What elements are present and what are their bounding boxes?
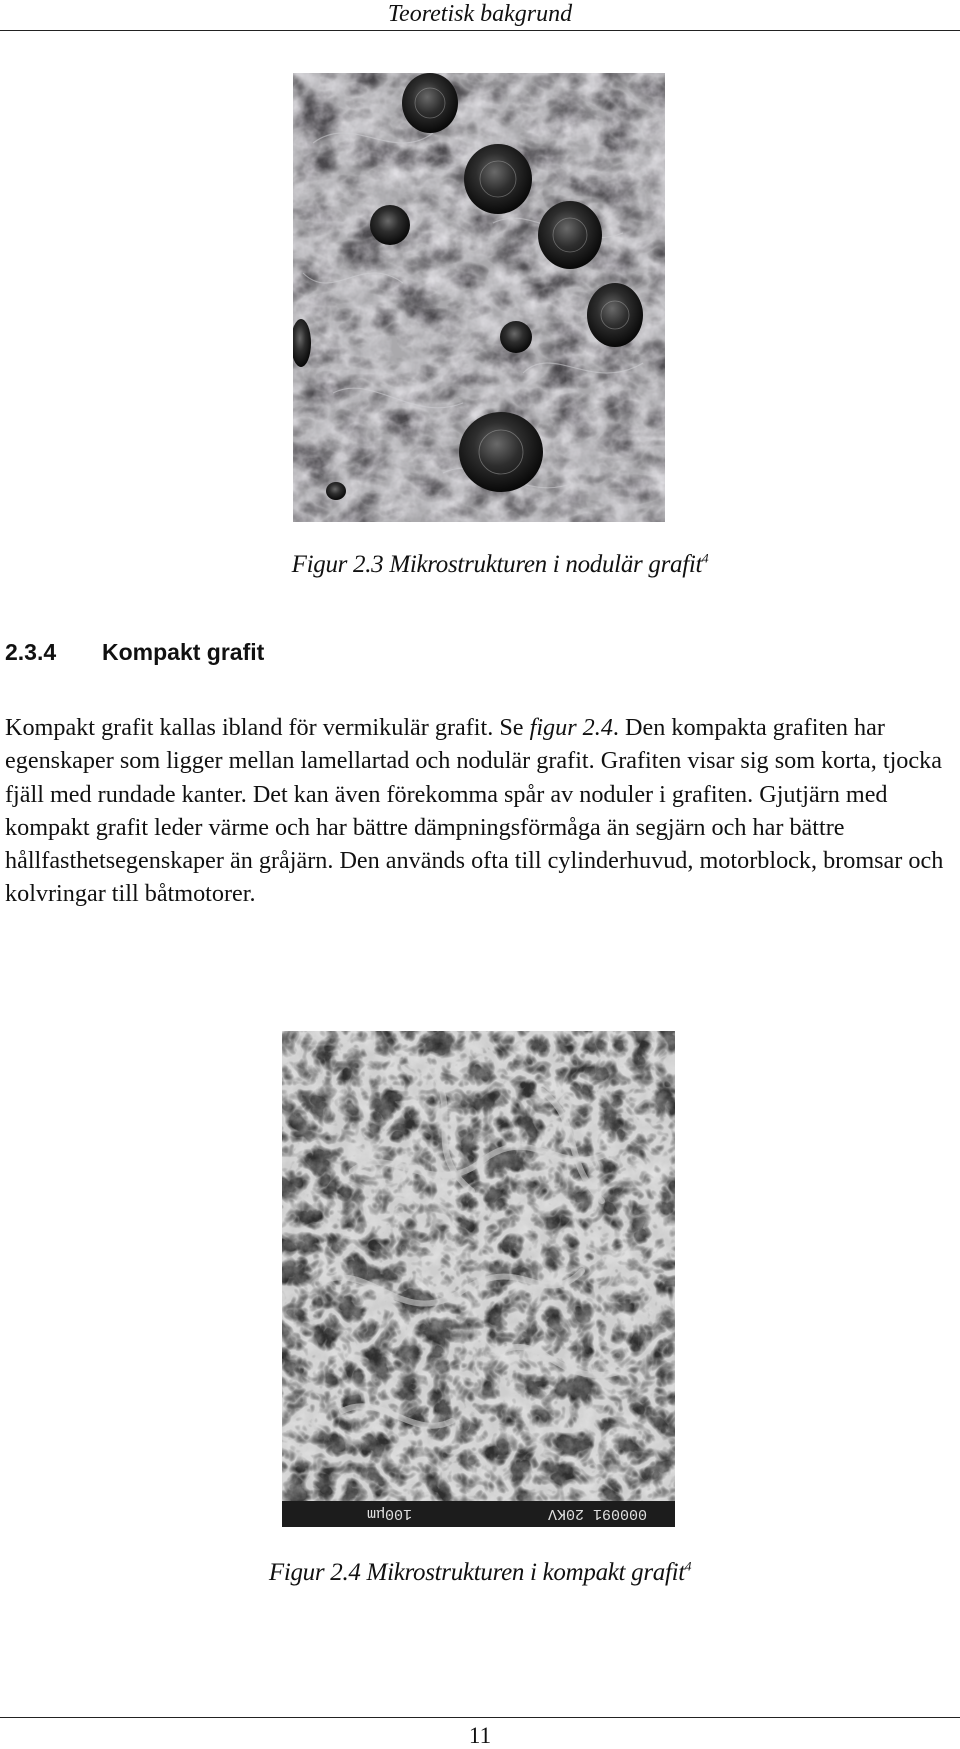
page-number: 11 xyxy=(468,1723,492,1748)
micrograph-info-label: 000091 20KV xyxy=(547,1505,647,1522)
caption-footnote-ref: 4 xyxy=(702,550,709,566)
section-title: Kompakt grafit xyxy=(102,639,265,665)
caption-text: Figur 2.3 Mikrostrukturen i nodulär grafit xyxy=(291,551,703,578)
caption-footnote-ref: 4 xyxy=(684,1558,692,1574)
body-text-part: . Den kompakta grafiten har egenskaper som ligger mellan lamellartad och nodulär grafit. Grafiten visar sig som korta, tjocka fjäll med rundade kanter. Det kan även förekomma spår av noduler i grafiten. Gjutjärn med kompakt grafit leder värme och har bättre dämpningsförmåga än segjärn och har bättre hållfasthetsegenskaper än gråjärn. Den används ofta till cylinderhuvud, motorblock, bromsar och kolvringar till båtmotorer. xyxy=(5,714,944,908)
header-divider xyxy=(0,30,960,31)
section-number: 2.3.4 xyxy=(5,639,57,665)
figure-caption xyxy=(20,550,960,580)
caption-text: Figur 2.4 Mikrostrukturen i kompakt grafit xyxy=(268,1559,685,1586)
section-heading xyxy=(5,638,264,666)
figure-reference: figur 2.4 xyxy=(529,714,613,741)
compact-graphite-micrograph xyxy=(282,1031,675,1527)
body-text-part: Kompakt grafit kallas ibland för vermikulär grafit. Se xyxy=(5,714,530,741)
figure-caption xyxy=(0,1558,960,1588)
micrograph-scale-label: 100μm xyxy=(366,1505,412,1522)
body-paragraph xyxy=(5,711,955,911)
nodular-graphite-micrograph xyxy=(293,73,665,522)
footer-divider xyxy=(0,1717,960,1718)
page-header-title: Teoretisk bakgrund xyxy=(387,1,573,27)
